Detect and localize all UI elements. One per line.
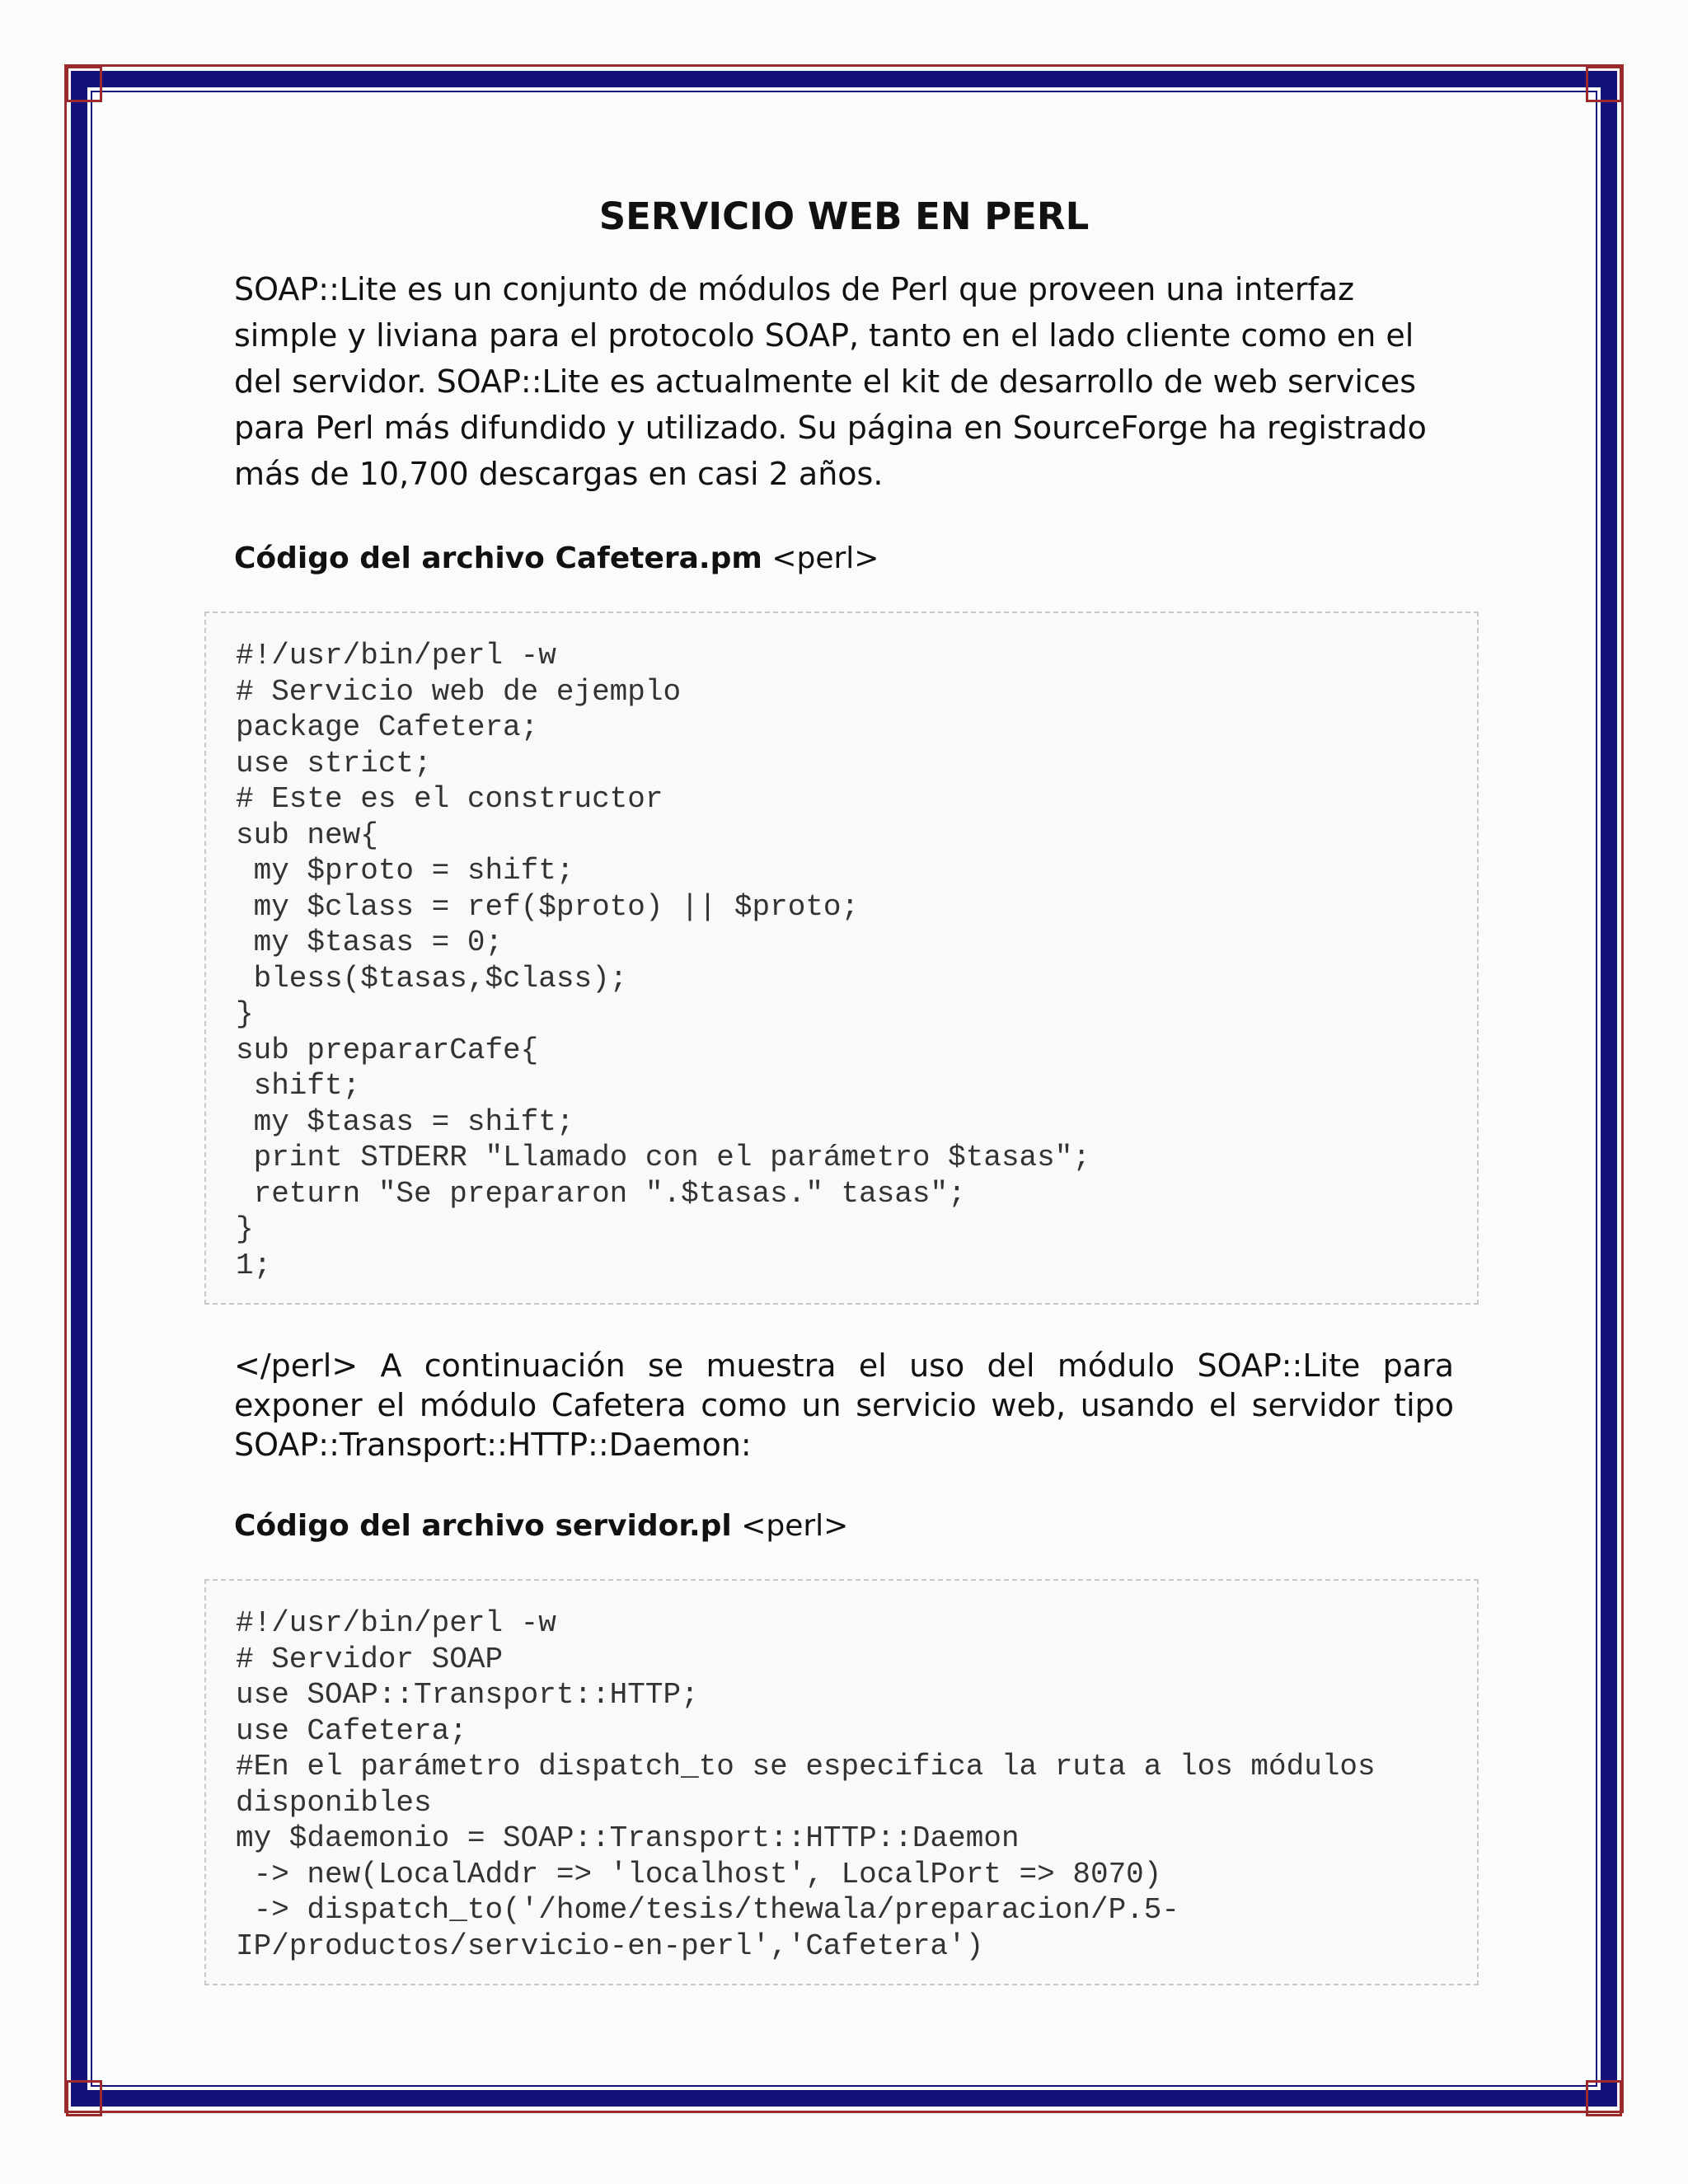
code-line: use strict; <box>236 746 432 780</box>
code-line: #!/usr/bin/perl -w <box>236 1606 556 1640</box>
code-block-servidor <box>204 1579 1479 1985</box>
code-line: IP/productos/servicio-en-perl','Cafetera') <box>236 1929 984 1963</box>
section-heading-label: Código del archivo Cafetera.pm <box>234 541 762 575</box>
section-heading-tag: <perl> <box>762 541 879 575</box>
code-line: # Servicio web de ejemplo <box>236 674 682 709</box>
code-line: use SOAP::Transport::HTTP; <box>236 1678 699 1712</box>
code-line: #En el parámetro dispatch_to se especifica la ruta a los módulos <box>236 1750 1376 1783</box>
page-title: SERVICIO WEB EN PERL <box>598 194 1090 238</box>
code-line: sub new{ <box>236 818 378 852</box>
code-line: shift; <box>236 1069 361 1103</box>
document-body <box>234 188 1454 1985</box>
code-line: # Servidor SOAP <box>236 1642 504 1676</box>
code-line: } <box>236 1212 254 1246</box>
code-line: -> new(LocalAddr => 'localhost', LocalPort => 8070) <box>236 1857 1162 1891</box>
code-line: my $tasas = shift; <box>236 1104 574 1139</box>
code-line: use Cafetera; <box>236 1713 467 1748</box>
intro-paragraph: SOAP::Lite es un conjunto de módulos de Perl que proveen una interfaz simple y liviana para el protocolo SOAP, tanto en el lado cliente como en el del servidor. SOAP::Lite es actualmente el kit de desarrollo de web services para Perl más difundido y utilizado. Su página en SourceForge ha registrado más de 10,700 descargas en casi 2 años. <box>234 271 1427 492</box>
code-line: return "Se prepararon ".$tasas." tasas"; <box>236 1176 966 1211</box>
code-line: package Cafetera; <box>236 710 539 744</box>
border-corner-ornament <box>1586 66 1622 102</box>
code-line: -> dispatch_to('/home/tesis/thewala/preparacion/P.5- <box>236 1893 1179 1927</box>
code-line: my $tasas = 0; <box>236 926 504 959</box>
code-line: sub prepararCafe{ <box>236 1033 539 1067</box>
code-line: } <box>236 997 254 1031</box>
border-corner-ornament <box>66 2080 102 2116</box>
code-line: my $class = ref($proto) || $proto; <box>236 889 860 924</box>
code-line: #!/usr/bin/perl -w <box>236 639 556 673</box>
code-line: disponibles <box>236 1785 432 1820</box>
code-line: my $proto = shift; <box>236 854 574 888</box>
code-line: # Este es el constructor <box>236 782 663 816</box>
code-line: print STDERR "Llamado con el parámetro $tasas"; <box>236 1141 1090 1174</box>
section-heading-label: Código del archivo servidor.pl <box>234 1509 732 1543</box>
border-corner-ornament <box>1586 2080 1622 2116</box>
code-line: bless($tasas,$class); <box>236 961 628 996</box>
section-heading-tag: <perl> <box>731 1509 849 1543</box>
section-heading-cafetera <box>234 541 1454 575</box>
code-line: 1; <box>236 1248 272 1282</box>
code-block-cafetera <box>204 612 1479 1305</box>
border-corner-ornament <box>66 66 102 102</box>
code-line: my $daemonio = SOAP::Transport::HTTP::Daemon <box>236 1821 1020 1855</box>
middle-paragraph: </perl> A continuación se muestra el uso del módulo SOAP::Lite para exponer el módulo Cafetera como un servicio web, usando el servidor tipo SOAP::Transport::HTTP::Daemon: <box>234 1347 1454 1463</box>
section-heading-servidor <box>234 1509 1454 1543</box>
